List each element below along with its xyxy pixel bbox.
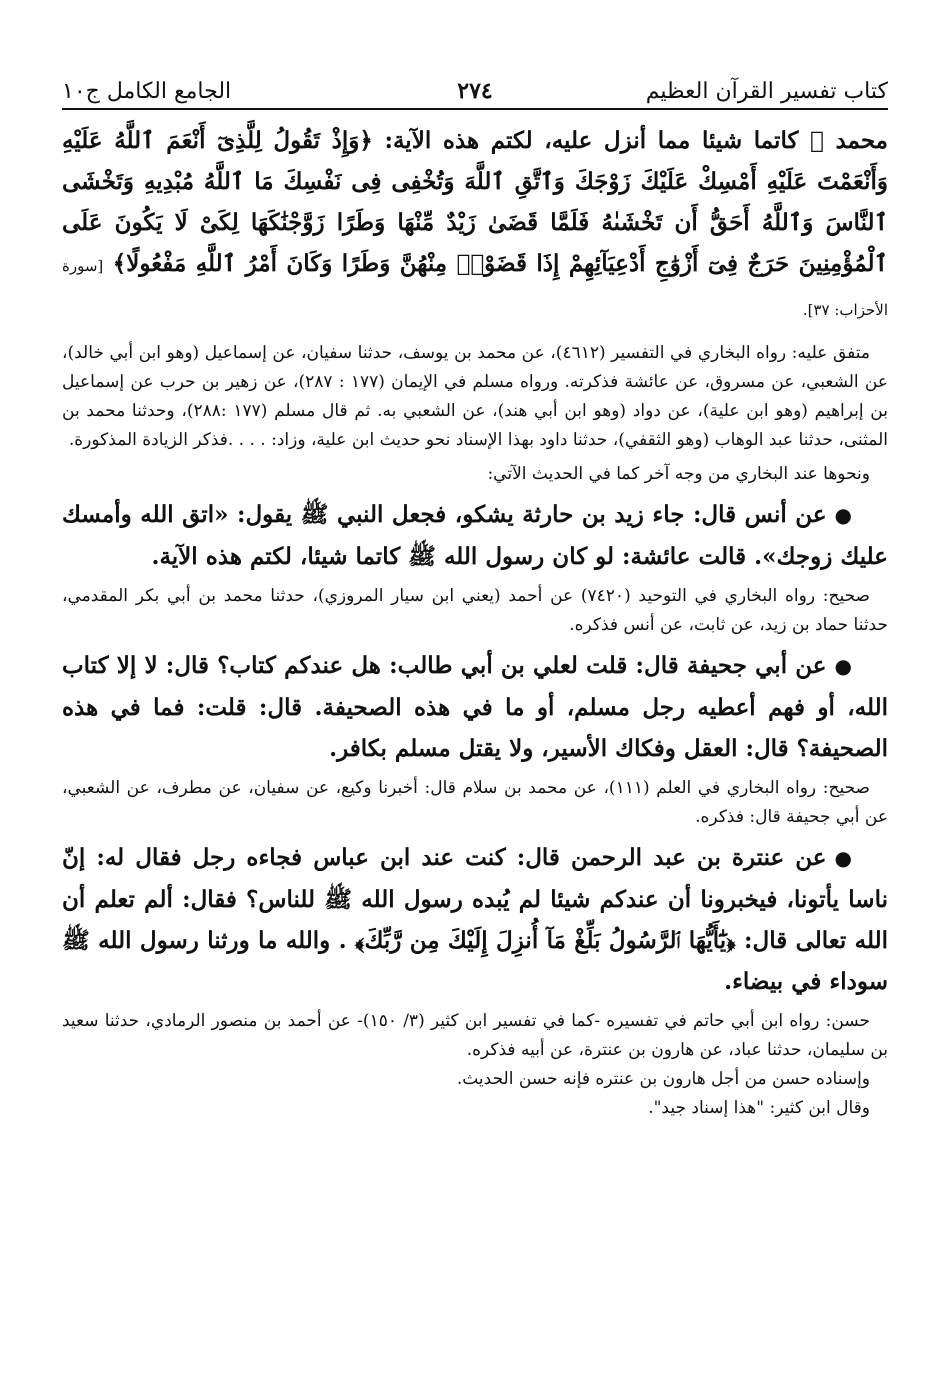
hadith-text: عن أنس قال: جاء زيد بن حارثة يشكو، فجعل النبي ﷺ يقول: «اتق الله وأمسك عليك زوجك». قالت عائشة: لو كان رسول الله ﷺ كاتما شيئا، لكتم هذه الآية. — [62, 501, 888, 570]
takhrij-note: صحيح: رواه البخاري في التوحيد (٧٤٢٠) عن أحمد (يعني ابن سيار المروزي)، حدثنا محمد بن أبي بكر المقدمي، حدثنا حماد بن زيد، عن ثابت، عن أنس فذكره. — [62, 586, 888, 635]
isnad-grading-note: وإسناده حسن من أجل هارون بن عنتره فإنه حسن الحديث. — [456, 1069, 870, 1089]
paragraph-text: محمد ﷺ كاتما شيئا مما أنزل عليه، لكتم هذه الآية: ﴿وَإِذْ تَقُولُ لِلَّذِىٓ أَنْعَمَ ٱللَّهُ عَلَيْهِ وَأَنْعَمْتَ عَلَيْهِ أَمْسِكْ عَلَيْكَ زَوْجَكَ وَٱتَّقِ ٱللَّهَ وَتُخْفِى فِى نَفْسِكَ مَا ٱللَّهُ مُبْدِيهِ وَتَخْشَى ٱلنَّاسَ وَٱللَّهُ أَحَقُّ أَن تَخْشَىٰهُ فَلَمَّا قَضَىٰ زَيْدٌ مِّنْهَا وَطَرًا زَوَّجْنَٰكَهَا لِكَىْ لَا يَكُونَ عَلَى ٱلْمُؤْمِنِينَ حَرَجٌ فِىٓ أَزْوَٰجِ أَدْعِيَآئِهِمْ إِذَا قَضَوْا۟ مِنْهُنَّ وَطَرًا وَكَانَ أَمْرُ ٱللَّهِ مَفْعُولًا﴾ — [62, 127, 888, 277]
takhrij-note: حسن: رواه ابن أبي حاتم في تفسيره -كما في تفسير ابن كثير (٣/ ١٥٠)- عن أحمد بن منصور الرمادي، حدثنا سعيد بن سليمان، حدثنا عباد، عن هارون بن عنترة، عن أبيه فذكره. — [62, 1011, 888, 1060]
bullet-icon: ● — [834, 503, 852, 527]
quran-paragraph — [62, 120, 888, 331]
takhrij-note: صحيح: رواه البخاري في العلم (١١١)، عن محمد بن سلام قال: أخبرنا وكيع، عن سفيان، عن مطرف، عن الشعبي، عن أبي جحيفة قال: فذكره. — [62, 778, 888, 827]
hadith-abu-juhayfa — [62, 645, 888, 769]
hadith-anas — [62, 494, 888, 577]
bullet-icon: ● — [834, 846, 852, 870]
transition-note: ونحوها عند البخاري من وجه آخر كما في الحديث الآتي: — [487, 464, 870, 484]
page-number: ٢٧٤ — [457, 78, 493, 104]
hadith-text: عن أبي جحيفة قال: قلت لعلي بن أبي طالب: هل عندكم كتاب؟ قال: لا إلا كتاب الله، أو فهم أعطيه رجل مسلم، أو ما في هذه الصحيفة. قال: قلت: فما في هذه الصحيفة؟ قال: العقل وفكاك الأسير، ولا يقتل مسلم بكافر. — [62, 652, 888, 762]
page-header — [62, 58, 888, 108]
surah-reference: [سورة الأحزاب: ٣٧]. — [62, 257, 888, 319]
book-page — [62, 58, 888, 1348]
bullet-icon: ● — [834, 654, 852, 678]
header-divider — [62, 108, 888, 110]
ibn-kathir-note: وقال ابن كثير: "هذا إسناد جيد". — [648, 1098, 870, 1118]
hadith-antara — [62, 837, 888, 1002]
takhrij-note: متفق عليه: رواه البخاري في التفسير (٤٦١٢)، عن محمد بن يوسف، حدثنا سفيان، عن إسماعيل (وهو ابن أبي خالد)، عن الشعبي، عن مسروق، عن عائشة فذكرته. ورواه مسلم في الإيمان (١٧٧ : ٢٨٧)، عن زهير بن حرب عن إسماعيل بن إبراهيم (وهو ابن علية)، عن دواد (وهو ابن أبي هند)، عن الشعبي به. ثم قال مسلم (١٧٧ :٢٨٨)، وحدثنا محمد بن المثنى، حدثنا عبد الوهاب (وهو الثقفي)، حدثنا داود بهذا الإسناد نحو حديث ابن علية، وزاد: . . . .فذكر الزيادة المذكورة. — [62, 343, 888, 450]
hadith-text: عن عنترة بن عبد الرحمن قال: كنت عند ابن عباس فجاءه رجل فقال له: إنّ ناسا يأتونا، فيخبرونا أن عندكم شيئا لم يُبده رسول الله ﷺ للناس؟ فقال: ألم تعلم أن الله تعالى قال: ﴿يَٰٓأَيُّهَا ٱلرَّسُولُ بَلِّغْ مَآ أُنزِلَ إِلَيْكَ مِن رَّبِّكَ﴾ . والله ما ورثنا رسول الله ﷺ سوداء في بيضاء. — [62, 844, 888, 995]
volume-title: الجامع الكامل ج١٠ — [62, 79, 232, 104]
book-title: كتاب تفسير القرآن العظيم — [645, 79, 888, 104]
